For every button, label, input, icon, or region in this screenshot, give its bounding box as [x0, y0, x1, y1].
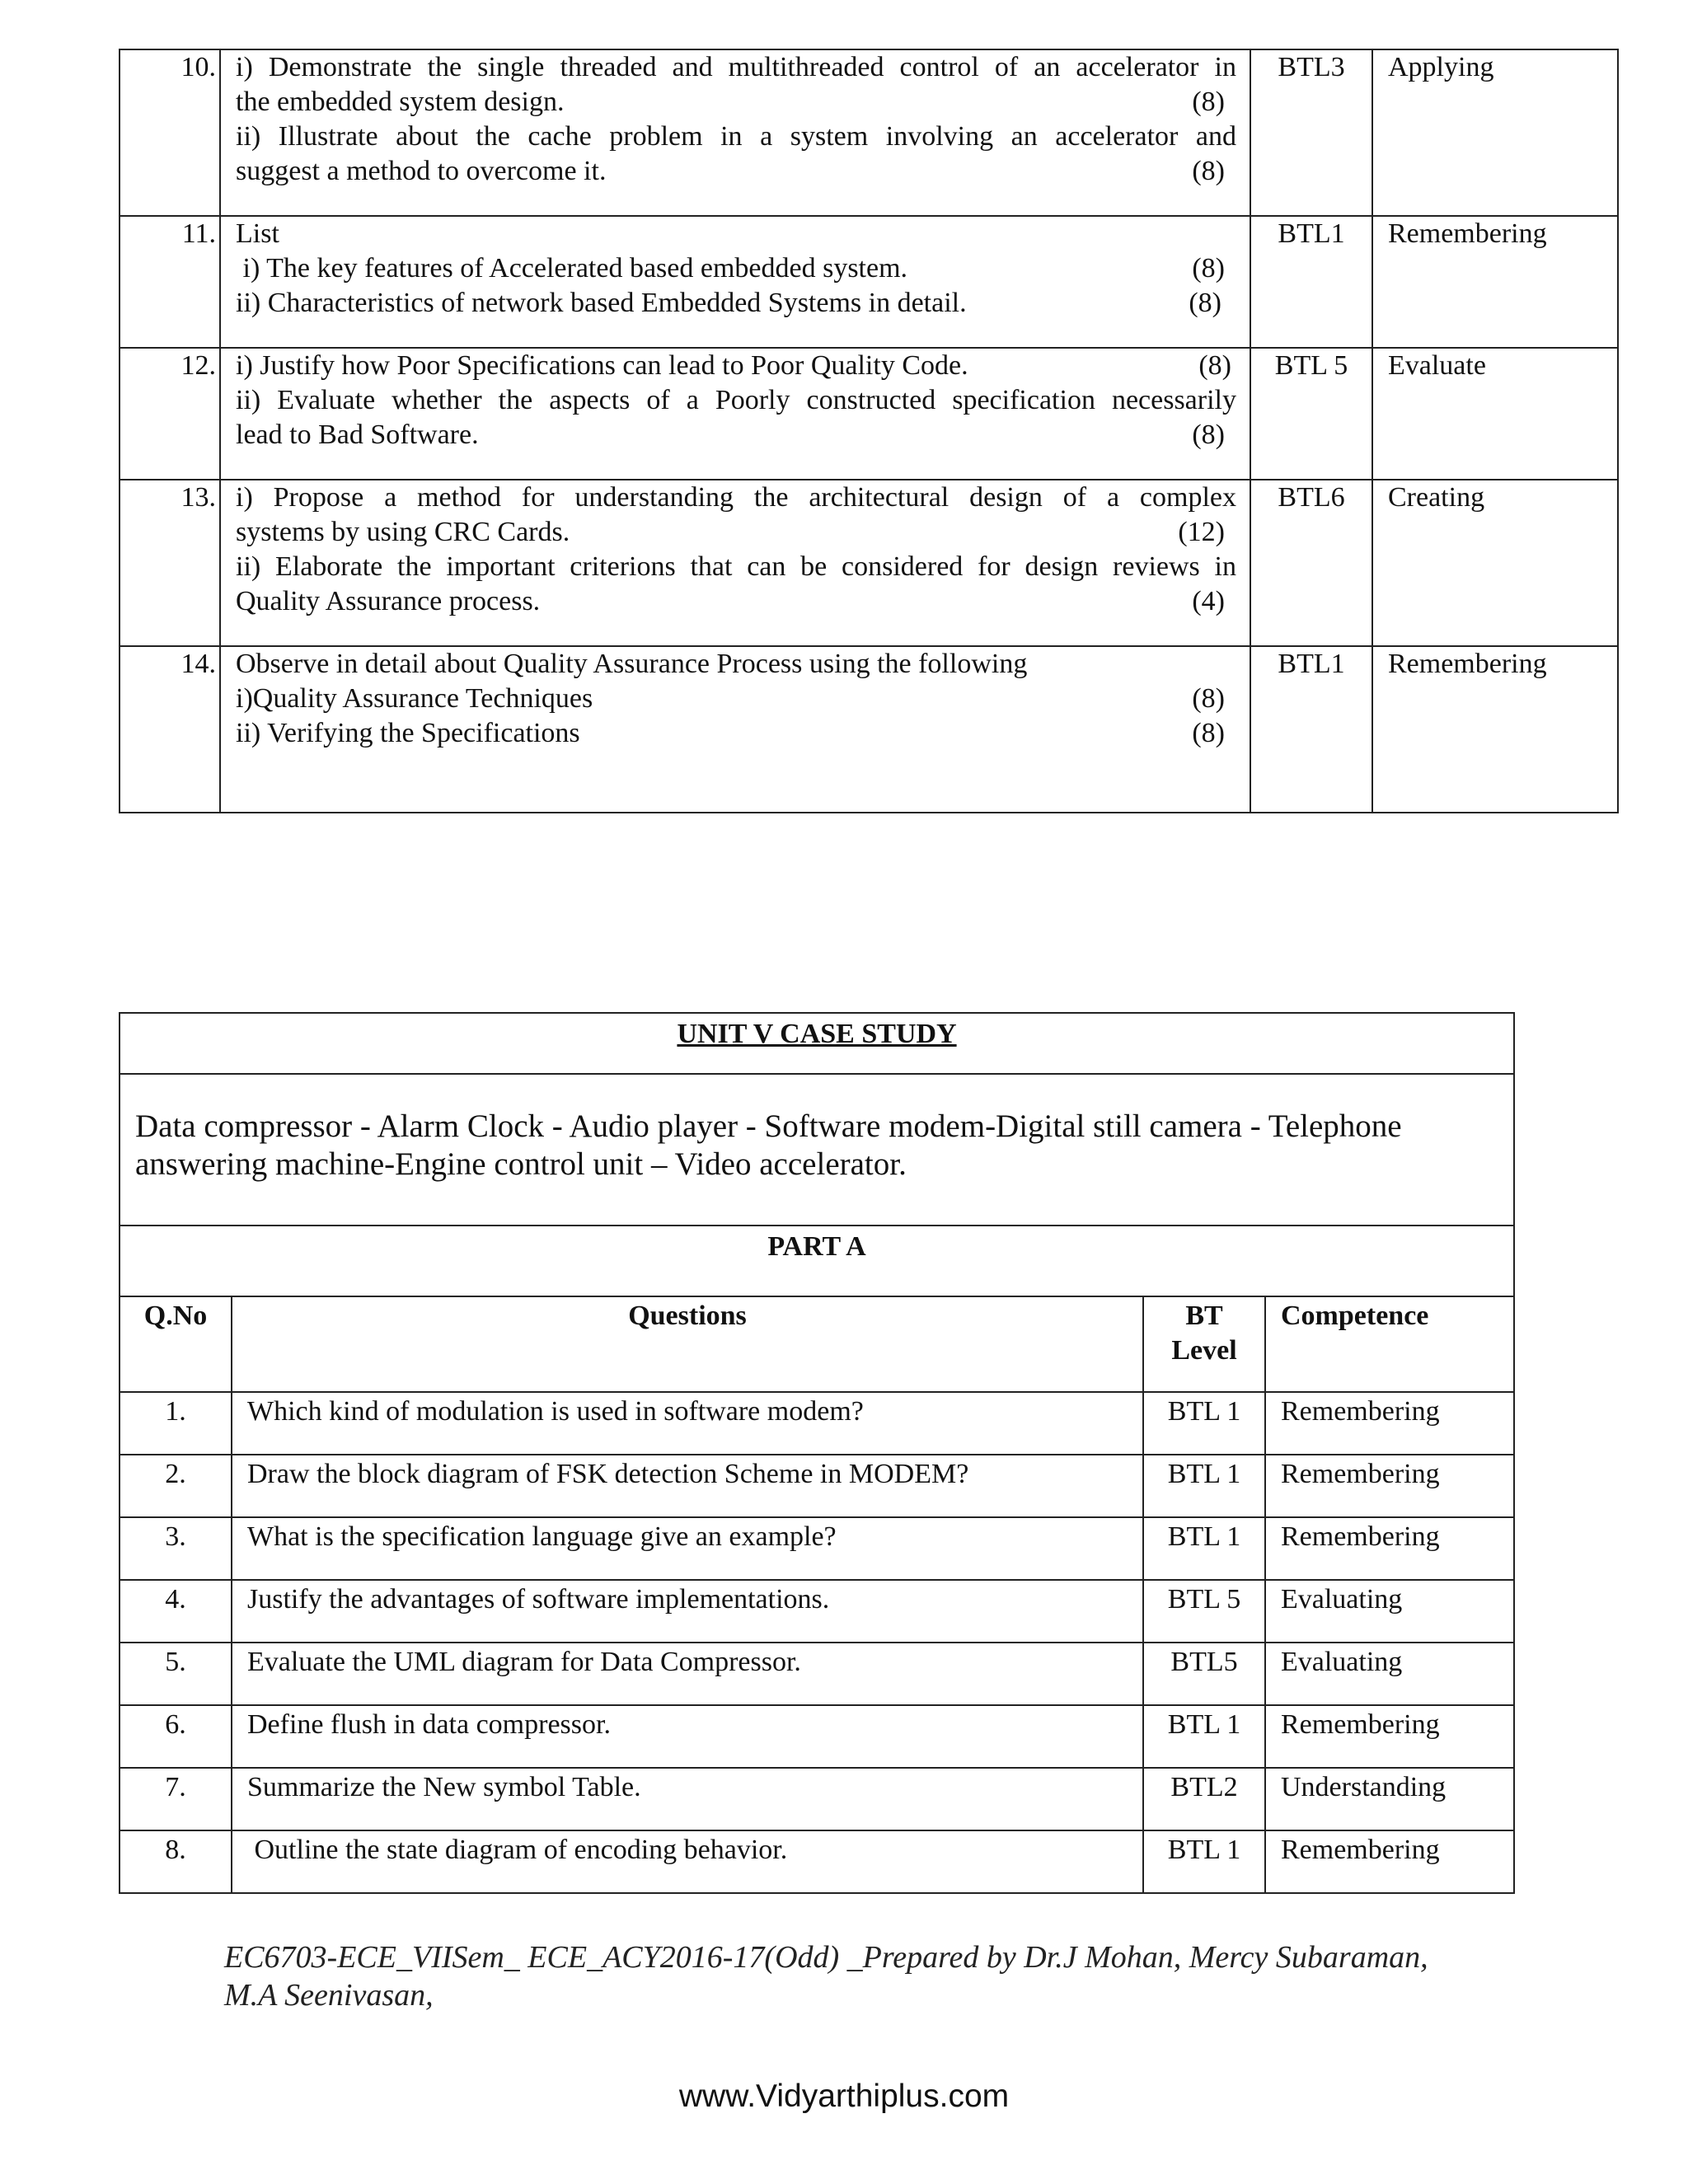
row-number: 3. — [120, 1517, 232, 1580]
question-row — [120, 348, 1618, 480]
marks: (8) — [1192, 253, 1225, 284]
row-bt-level: BTL5 — [1143, 1643, 1265, 1705]
unit-topics-line: Data compressor - Alarm Clock - Audio player - Software modem-Digital still camera - Telephone — [135, 1108, 1402, 1144]
row-competence: Evaluating — [1265, 1643, 1514, 1705]
row-competence: Remembering — [1265, 1392, 1514, 1455]
row-bt-level: BTL 1 — [1143, 1517, 1265, 1580]
marks: (8) — [1192, 683, 1225, 714]
question-text — [220, 49, 1250, 216]
competence: Creating — [1372, 480, 1618, 646]
unit-topics — [120, 1074, 1514, 1226]
marks: (8) — [1192, 87, 1225, 117]
header-questions: Questions — [232, 1296, 1143, 1392]
question-line: ii) Elaborate the important criterions that can be considered for design reviews in — [236, 551, 1236, 582]
table-row — [120, 1517, 1514, 1580]
row-competence: Evaluating — [1265, 1580, 1514, 1643]
marks: (8) — [1192, 718, 1225, 748]
questions-table — [119, 49, 1619, 813]
question-line: ii) Evaluate whether the aspects of a Poorly constructed specification necessarily — [236, 385, 1236, 415]
row-bt-level: BTL 1 — [1143, 1830, 1265, 1893]
row-question: Draw the block diagram of FSK detection Scheme in MODEM? — [232, 1455, 1143, 1517]
question-line: the embedded system design. — [236, 87, 565, 117]
header-bt-level — [1143, 1296, 1265, 1392]
question-line: ii) Illustrate about the cache problem in a system involving an accelerator and — [236, 121, 1236, 152]
row-competence: Remembering — [1265, 1455, 1514, 1517]
row-number: 1. — [120, 1392, 232, 1455]
table-row — [120, 1580, 1514, 1643]
question-line: List — [236, 218, 279, 249]
row-competence: Remembering — [1265, 1830, 1514, 1893]
marks: (8) — [1192, 419, 1225, 450]
question-number: 10. — [120, 49, 220, 216]
row-number: 2. — [120, 1455, 232, 1517]
question-row — [120, 646, 1618, 813]
footer-credits — [224, 1938, 1576, 2014]
header-bt-line: BT — [1185, 1301, 1223, 1331]
question-line: i)Quality Assurance Techniques — [236, 683, 593, 714]
row-number: 4. — [120, 1580, 232, 1643]
row-bt-level: BTL 1 — [1143, 1455, 1265, 1517]
marks: (4) — [1192, 586, 1225, 616]
question-line: i) Justify how Poor Specifications can lead to Poor Quality Code. — [236, 350, 968, 381]
row-question: Outline the state diagram of encoding behavior. — [232, 1830, 1143, 1893]
question-row — [120, 480, 1618, 646]
question-number: 13. — [120, 480, 220, 646]
header-qno: Q.No — [120, 1296, 232, 1392]
row-competence: Remembering — [1265, 1705, 1514, 1768]
table-header — [120, 1296, 1514, 1392]
table-row — [120, 1830, 1514, 1893]
row-bt-level: BTL 1 — [1143, 1705, 1265, 1768]
row-number: 5. — [120, 1643, 232, 1705]
question-number: 14. — [120, 646, 220, 813]
table-row — [120, 1768, 1514, 1830]
marks: (8) — [1192, 156, 1225, 186]
table-row — [120, 1705, 1514, 1768]
question-text — [220, 216, 1250, 348]
marks: (12) — [1178, 517, 1225, 547]
row-bt-level: BTL2 — [1143, 1768, 1265, 1830]
question-text — [220, 348, 1250, 480]
bt-level: BTL 5 — [1250, 348, 1372, 480]
bt-level: BTL1 — [1250, 646, 1372, 813]
question-line: i) Propose a method for understanding the architectural design of a complex — [236, 482, 1236, 513]
footer-line: M.A Seenivasan, — [224, 1978, 434, 2013]
question-text — [220, 646, 1250, 813]
bt-level: BTL3 — [1250, 49, 1372, 216]
question-line: Observe in detail about Quality Assurance Process using the following — [236, 649, 1028, 679]
competence: Remembering — [1372, 216, 1618, 348]
row-question: What is the specification language give an example? — [232, 1517, 1143, 1580]
row-bt-level: BTL 5 — [1143, 1580, 1265, 1643]
question-line: systems by using CRC Cards. — [236, 517, 570, 547]
website-link[interactable]: www.Vidyarthiplus.com — [678, 2079, 1010, 2114]
row-number: 8. — [120, 1830, 232, 1893]
question-number: 12. — [120, 348, 220, 480]
bt-level: BTL6 — [1250, 480, 1372, 646]
competence: Evaluate — [1372, 348, 1618, 480]
question-row — [120, 49, 1618, 216]
unit-title: UNIT V CASE STUDY — [120, 1013, 1514, 1074]
table-row — [120, 1643, 1514, 1705]
question-line: ii) Characteristics of network based Embedded Systems in detail. — [236, 288, 967, 318]
question-line: i) Demonstrate the single threaded and multithreaded control of an accelerator in — [236, 52, 1236, 82]
unit5-table — [119, 1012, 1515, 1894]
table-row — [120, 1392, 1514, 1455]
question-line: lead to Bad Software. — [236, 419, 479, 450]
competence: Remembering — [1372, 646, 1618, 813]
row-question: Justify the advantages of software implementations. — [232, 1580, 1143, 1643]
row-number: 6. — [120, 1705, 232, 1768]
question-number: 11. — [120, 216, 220, 348]
unit-topics-line: answering machine-Engine control unit – Video accelerator. — [135, 1146, 907, 1182]
row-question: Evaluate the UML diagram for Data Compressor. — [232, 1643, 1143, 1705]
question-line: Quality Assurance process. — [236, 586, 541, 616]
footer-line: EC6703-ECE_VIISem_ ECE_ACY2016-17(Odd) _Prepared by Dr.J Mohan, Mercy Subaraman, — [224, 1940, 1428, 1975]
row-question: Summarize the New symbol Table. — [232, 1768, 1143, 1830]
question-line: suggest a method to overcome it. — [236, 156, 607, 186]
row-competence: Remembering — [1265, 1517, 1514, 1580]
part-heading: PART A — [120, 1226, 1514, 1296]
row-question: Which kind of modulation is used in software modem? — [232, 1392, 1143, 1455]
competence: Applying — [1372, 49, 1618, 216]
row-number: 7. — [120, 1768, 232, 1830]
marks: (8) — [1189, 288, 1221, 318]
question-line: ii) Verifying the Specifications — [236, 718, 580, 748]
question-line: i) The key features of Accelerated based embedded system. — [236, 253, 908, 284]
question-row — [120, 216, 1618, 348]
row-question: Define flush in data compressor. — [232, 1705, 1143, 1768]
question-text — [220, 480, 1250, 646]
header-competence: Competence — [1265, 1296, 1514, 1392]
row-competence: Understanding — [1265, 1768, 1514, 1830]
header-level-line: Level — [1171, 1335, 1237, 1366]
marks: (8) — [1198, 350, 1231, 381]
row-bt-level: BTL 1 — [1143, 1392, 1265, 1455]
table-row — [120, 1455, 1514, 1517]
bt-level: BTL1 — [1250, 216, 1372, 348]
